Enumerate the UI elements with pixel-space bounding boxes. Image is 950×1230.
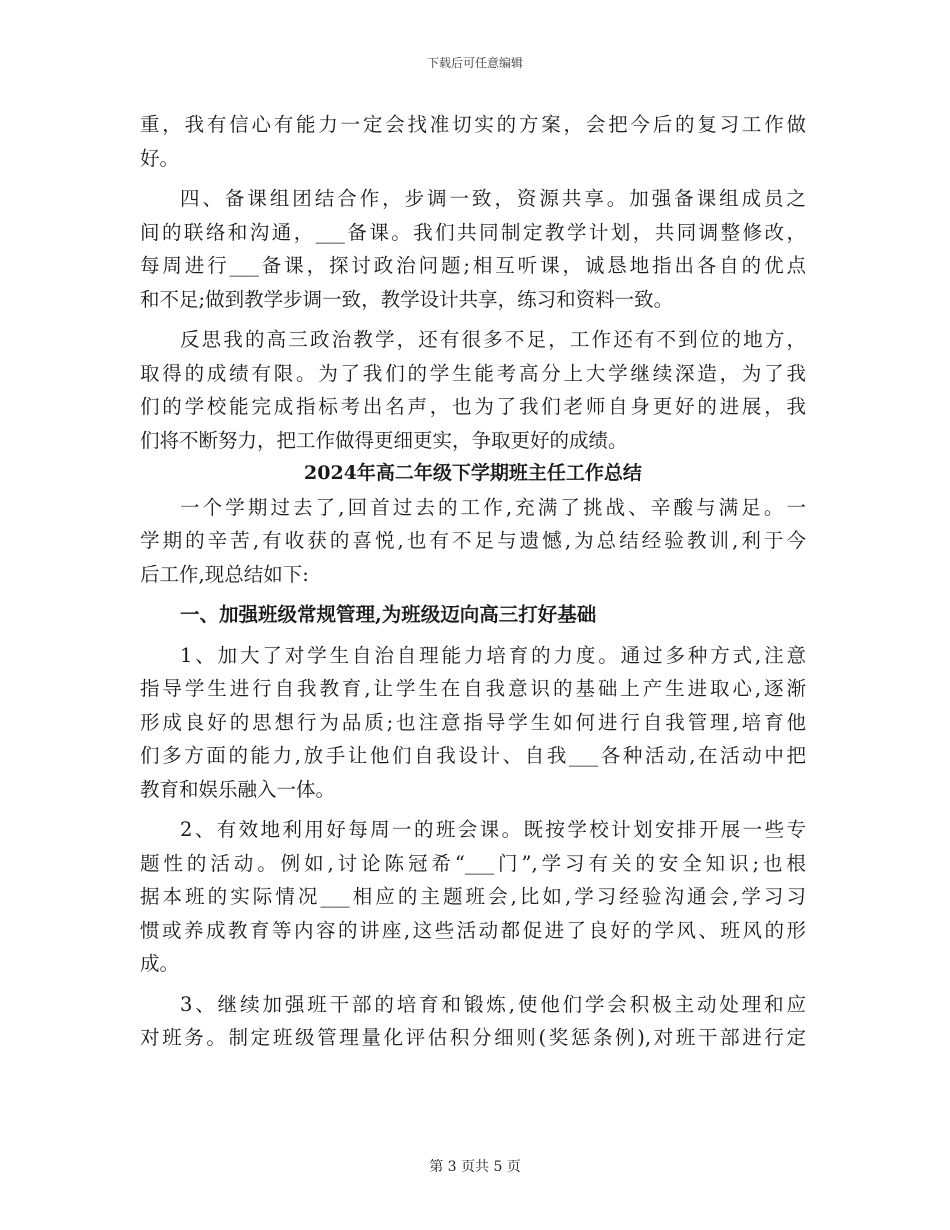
- text-line: 重，我有信心有能力一定会找准切实的方案，会把今后的复习工作做: [140, 113, 806, 136]
- paragraph-start-line: 3、继续加强班干部的培育和锻炼,使他们学会积极主动处理和应: [180, 992, 806, 1016]
- page-number: 第 3 页共 5 页: [429, 1159, 521, 1175]
- text-line: 后工作,现总结如下:: [140, 562, 309, 586]
- text-line: 据本班的实际情况___相应的主题班会,比如,学习经验沟通会,学习习: [140, 885, 806, 908]
- text-line: 对班务。制定班级管理量化评估积分细则(奖惩条例),对班干部进行定: [140, 1026, 806, 1049]
- text-line: 每周进行___备课，探讨政治问题;相互听课，诚恳地指出各自的优点: [140, 254, 806, 277]
- paragraph-start-line: 一个学期过去了,回首过去的工作,充满了挑战、辛酸与满足。一: [180, 495, 806, 519]
- text-line: 们将不断努力，把工作做得更细更实，争取更好的成绩。: [140, 428, 628, 452]
- text-line: 题性的活动。例如,讨论陈冠希“___门”,学习有关的安全知识;也根: [140, 851, 806, 875]
- text-line: 惯或养成教育等内容的讲座,这些活动都促进了良好的学风、班风的形: [140, 918, 806, 942]
- paragraph-start-line: 2、有效地利用好每周一的班会课。既按学校计划安排开展一些专: [180, 818, 806, 841]
- text-line: 好。: [140, 146, 180, 170]
- section-title: 2024年高二年级下学期班主任工作总结: [304, 462, 642, 484]
- paragraph-start-line: 四、备课组团结合作，步调一致，资源共享。加强备课组成员之: [180, 187, 806, 210]
- document-body: [140, 108, 806, 1055]
- page-header-note: 下载后可任意编辑: [426, 56, 523, 70]
- paragraph-start-line: 1、加大了对学生自治自理能力培育的力度。通过多种方式,注意: [180, 643, 806, 667]
- text-line: 学期的辛苦,有收获的喜悦,也有不足与遗憾,为总结经验教训,利于今: [140, 529, 806, 552]
- text-line: 形成良好的思想行为品质;也注意指导学生如何进行自我管理,培育他: [140, 710, 806, 734]
- text-line: 间的联络和沟通，___备课。我们共同制定教学计划，共同调整修改，: [140, 220, 806, 244]
- text-line: 成。: [140, 952, 180, 975]
- subsection-heading: 一、加强班级常规管理,为班级迈向高三打好基础: [180, 603, 597, 626]
- text-line: 教育和娱乐融入一体。: [140, 777, 336, 801]
- text-line: 取得的成绩有限。为了我们的学生能考高分上大学继续深造，为了我: [140, 361, 806, 385]
- paragraph-start-line: 反思我的高三政治教学，还有很多不足，工作还有不到位的地方，: [180, 328, 806, 351]
- text-line: 们多方面的能力,放手让他们自我设计、自我___各种活动,在活动中把: [140, 744, 806, 767]
- text-line: 和不足;做到教学步调一致，教学设计共享，练习和资料一致。: [140, 287, 674, 311]
- text-line: 指导学生进行自我教育,让学生在自我意识的基础上产生进取心,逐渐: [140, 677, 806, 700]
- text-line: 们的学校能完成指标考出名声，也为了我们老师自身更好的进展，我: [140, 395, 806, 418]
